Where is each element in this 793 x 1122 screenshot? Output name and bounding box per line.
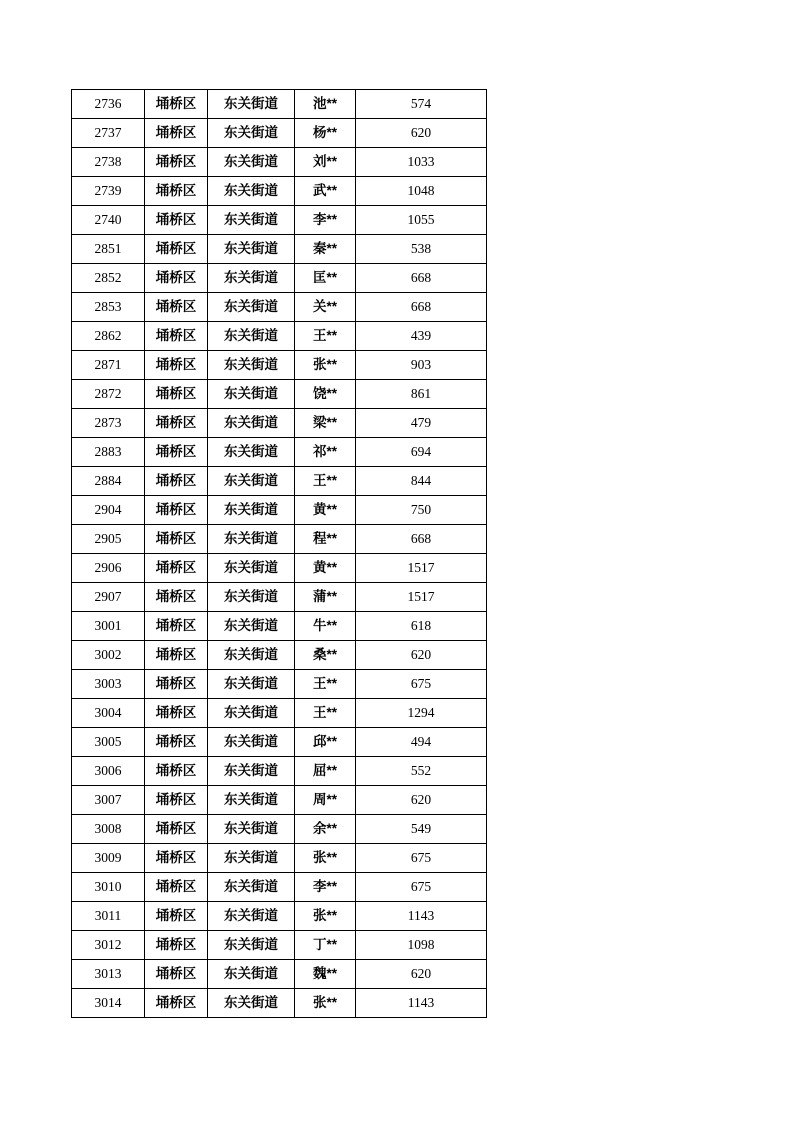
table-row xyxy=(72,90,487,119)
cell-district: 埇桥区 xyxy=(145,757,208,786)
cell-name: 张** xyxy=(295,989,356,1018)
cell-name: 杨** xyxy=(295,119,356,148)
cell-street: 东关街道 xyxy=(208,931,295,960)
cell-name: 武** xyxy=(295,177,356,206)
cell-street: 东关街道 xyxy=(208,293,295,322)
cell-district: 埇桥区 xyxy=(145,264,208,293)
cell-street: 东关街道 xyxy=(208,699,295,728)
cell-district: 埇桥区 xyxy=(145,90,208,119)
cell-name: 蒲** xyxy=(295,583,356,612)
cell-street: 东关街道 xyxy=(208,844,295,873)
cell-amount: 439 xyxy=(356,322,487,351)
cell-name: 张** xyxy=(295,844,356,873)
cell-amount: 675 xyxy=(356,670,487,699)
cell-district: 埇桥区 xyxy=(145,351,208,380)
cell-street: 东关街道 xyxy=(208,119,295,148)
cell-id: 2904 xyxy=(72,496,145,525)
cell-street: 东关街道 xyxy=(208,989,295,1018)
cell-id: 2853 xyxy=(72,293,145,322)
cell-district: 埇桥区 xyxy=(145,380,208,409)
cell-amount: 549 xyxy=(356,815,487,844)
table-row xyxy=(72,728,487,757)
cell-street: 东关街道 xyxy=(208,757,295,786)
cell-id: 2862 xyxy=(72,322,145,351)
table-row xyxy=(72,612,487,641)
cell-street: 东关街道 xyxy=(208,409,295,438)
cell-amount: 618 xyxy=(356,612,487,641)
cell-district: 埇桥区 xyxy=(145,409,208,438)
cell-district: 埇桥区 xyxy=(145,786,208,815)
cell-id: 2873 xyxy=(72,409,145,438)
cell-id: 2739 xyxy=(72,177,145,206)
table-row xyxy=(72,844,487,873)
cell-id: 2884 xyxy=(72,467,145,496)
cell-amount: 844 xyxy=(356,467,487,496)
cell-amount: 1143 xyxy=(356,902,487,931)
cell-street: 东关街道 xyxy=(208,380,295,409)
cell-amount: 552 xyxy=(356,757,487,786)
cell-amount: 538 xyxy=(356,235,487,264)
cell-amount: 668 xyxy=(356,293,487,322)
cell-street: 东关街道 xyxy=(208,351,295,380)
table-row xyxy=(72,815,487,844)
cell-name: 祁** xyxy=(295,438,356,467)
cell-amount: 620 xyxy=(356,960,487,989)
table-row xyxy=(72,235,487,264)
cell-district: 埇桥区 xyxy=(145,467,208,496)
cell-district: 埇桥区 xyxy=(145,815,208,844)
cell-district: 埇桥区 xyxy=(145,206,208,235)
table-row xyxy=(72,409,487,438)
cell-amount: 1294 xyxy=(356,699,487,728)
cell-district: 埇桥区 xyxy=(145,844,208,873)
cell-id: 2907 xyxy=(72,583,145,612)
table-row xyxy=(72,641,487,670)
cell-amount: 1055 xyxy=(356,206,487,235)
subsidy-table-container xyxy=(71,89,461,1018)
cell-district: 埇桥区 xyxy=(145,438,208,467)
cell-name: 魏** xyxy=(295,960,356,989)
cell-amount: 750 xyxy=(356,496,487,525)
cell-district: 埇桥区 xyxy=(145,612,208,641)
cell-street: 东关街道 xyxy=(208,525,295,554)
table-row xyxy=(72,119,487,148)
cell-name: 王** xyxy=(295,322,356,351)
cell-district: 埇桥区 xyxy=(145,148,208,177)
cell-name: 黄** xyxy=(295,554,356,583)
cell-amount: 668 xyxy=(356,525,487,554)
cell-street: 东关街道 xyxy=(208,438,295,467)
cell-name: 丁** xyxy=(295,931,356,960)
cell-amount: 620 xyxy=(356,641,487,670)
table-row xyxy=(72,786,487,815)
cell-amount: 494 xyxy=(356,728,487,757)
cell-id: 2872 xyxy=(72,380,145,409)
table-row xyxy=(72,293,487,322)
cell-amount: 574 xyxy=(356,90,487,119)
table-row xyxy=(72,960,487,989)
cell-district: 埇桥区 xyxy=(145,989,208,1018)
cell-amount: 668 xyxy=(356,264,487,293)
cell-district: 埇桥区 xyxy=(145,641,208,670)
table-row xyxy=(72,670,487,699)
cell-amount: 620 xyxy=(356,786,487,815)
table-row xyxy=(72,177,487,206)
cell-district: 埇桥区 xyxy=(145,496,208,525)
cell-name: 邱** xyxy=(295,728,356,757)
cell-id: 2736 xyxy=(72,90,145,119)
cell-id: 3010 xyxy=(72,873,145,902)
table-row xyxy=(72,148,487,177)
table-row xyxy=(72,351,487,380)
cell-name: 张** xyxy=(295,351,356,380)
cell-id: 3011 xyxy=(72,902,145,931)
table-row xyxy=(72,902,487,931)
cell-district: 埇桥区 xyxy=(145,699,208,728)
cell-id: 3004 xyxy=(72,699,145,728)
cell-name: 黄** xyxy=(295,496,356,525)
cell-district: 埇桥区 xyxy=(145,235,208,264)
cell-name: 梁** xyxy=(295,409,356,438)
cell-street: 东关街道 xyxy=(208,177,295,206)
cell-street: 东关街道 xyxy=(208,264,295,293)
cell-name: 屈** xyxy=(295,757,356,786)
table-row xyxy=(72,525,487,554)
cell-name: 秦** xyxy=(295,235,356,264)
cell-district: 埇桥区 xyxy=(145,960,208,989)
cell-id: 3008 xyxy=(72,815,145,844)
cell-id: 2883 xyxy=(72,438,145,467)
cell-street: 东关街道 xyxy=(208,554,295,583)
cell-street: 东关街道 xyxy=(208,641,295,670)
cell-district: 埇桥区 xyxy=(145,583,208,612)
cell-name: 王** xyxy=(295,670,356,699)
cell-street: 东关街道 xyxy=(208,90,295,119)
cell-district: 埇桥区 xyxy=(145,931,208,960)
table-row xyxy=(72,931,487,960)
cell-street: 东关街道 xyxy=(208,612,295,641)
cell-id: 3014 xyxy=(72,989,145,1018)
cell-id: 3001 xyxy=(72,612,145,641)
table-row xyxy=(72,206,487,235)
cell-amount: 1098 xyxy=(356,931,487,960)
cell-name: 关** xyxy=(295,293,356,322)
cell-street: 东关街道 xyxy=(208,728,295,757)
cell-id: 3006 xyxy=(72,757,145,786)
cell-name: 程** xyxy=(295,525,356,554)
cell-id: 3002 xyxy=(72,641,145,670)
cell-district: 埇桥区 xyxy=(145,293,208,322)
cell-name: 饶** xyxy=(295,380,356,409)
cell-name: 王** xyxy=(295,467,356,496)
cell-name: 匡** xyxy=(295,264,356,293)
cell-district: 埇桥区 xyxy=(145,322,208,351)
table-row xyxy=(72,438,487,467)
table-row xyxy=(72,583,487,612)
cell-id: 2906 xyxy=(72,554,145,583)
table-row xyxy=(72,496,487,525)
table-row xyxy=(72,873,487,902)
cell-street: 东关街道 xyxy=(208,670,295,699)
cell-amount: 1048 xyxy=(356,177,487,206)
cell-street: 东关街道 xyxy=(208,902,295,931)
cell-id: 2740 xyxy=(72,206,145,235)
cell-name: 刘** xyxy=(295,148,356,177)
cell-district: 埇桥区 xyxy=(145,119,208,148)
cell-name: 王** xyxy=(295,699,356,728)
cell-id: 2851 xyxy=(72,235,145,264)
cell-street: 东关街道 xyxy=(208,148,295,177)
cell-id: 2871 xyxy=(72,351,145,380)
table-row xyxy=(72,699,487,728)
cell-id: 2852 xyxy=(72,264,145,293)
table-body xyxy=(72,90,487,1018)
cell-district: 埇桥区 xyxy=(145,670,208,699)
table-row xyxy=(72,467,487,496)
cell-street: 东关街道 xyxy=(208,467,295,496)
cell-amount: 675 xyxy=(356,844,487,873)
cell-amount: 620 xyxy=(356,119,487,148)
cell-id: 3003 xyxy=(72,670,145,699)
cell-amount: 861 xyxy=(356,380,487,409)
cell-street: 东关街道 xyxy=(208,235,295,264)
table-row xyxy=(72,554,487,583)
cell-id: 2905 xyxy=(72,525,145,554)
cell-amount: 903 xyxy=(356,351,487,380)
cell-amount: 1517 xyxy=(356,554,487,583)
cell-id: 3005 xyxy=(72,728,145,757)
cell-district: 埇桥区 xyxy=(145,902,208,931)
cell-name: 池** xyxy=(295,90,356,119)
cell-street: 东关街道 xyxy=(208,322,295,351)
cell-street: 东关街道 xyxy=(208,206,295,235)
cell-street: 东关街道 xyxy=(208,583,295,612)
table-row xyxy=(72,264,487,293)
cell-amount: 675 xyxy=(356,873,487,902)
cell-amount: 694 xyxy=(356,438,487,467)
cell-street: 东关街道 xyxy=(208,873,295,902)
cell-street: 东关街道 xyxy=(208,815,295,844)
subsidy-table xyxy=(71,89,487,1018)
cell-district: 埇桥区 xyxy=(145,525,208,554)
cell-street: 东关街道 xyxy=(208,496,295,525)
table-row xyxy=(72,989,487,1018)
cell-district: 埇桥区 xyxy=(145,554,208,583)
cell-amount: 1033 xyxy=(356,148,487,177)
cell-name: 余** xyxy=(295,815,356,844)
cell-amount: 1517 xyxy=(356,583,487,612)
cell-amount: 1143 xyxy=(356,989,487,1018)
cell-id: 2737 xyxy=(72,119,145,148)
cell-id: 3007 xyxy=(72,786,145,815)
cell-id: 2738 xyxy=(72,148,145,177)
cell-street: 东关街道 xyxy=(208,786,295,815)
cell-name: 牛** xyxy=(295,612,356,641)
table-row xyxy=(72,322,487,351)
cell-id: 3012 xyxy=(72,931,145,960)
cell-name: 李** xyxy=(295,873,356,902)
cell-amount: 479 xyxy=(356,409,487,438)
table-row xyxy=(72,380,487,409)
cell-name: 张** xyxy=(295,902,356,931)
cell-district: 埇桥区 xyxy=(145,177,208,206)
table-row xyxy=(72,757,487,786)
cell-id: 3009 xyxy=(72,844,145,873)
cell-name: 周** xyxy=(295,786,356,815)
cell-id: 3013 xyxy=(72,960,145,989)
cell-district: 埇桥区 xyxy=(145,728,208,757)
cell-district: 埇桥区 xyxy=(145,873,208,902)
cell-name: 桑** xyxy=(295,641,356,670)
cell-street: 东关街道 xyxy=(208,960,295,989)
cell-name: 李** xyxy=(295,206,356,235)
